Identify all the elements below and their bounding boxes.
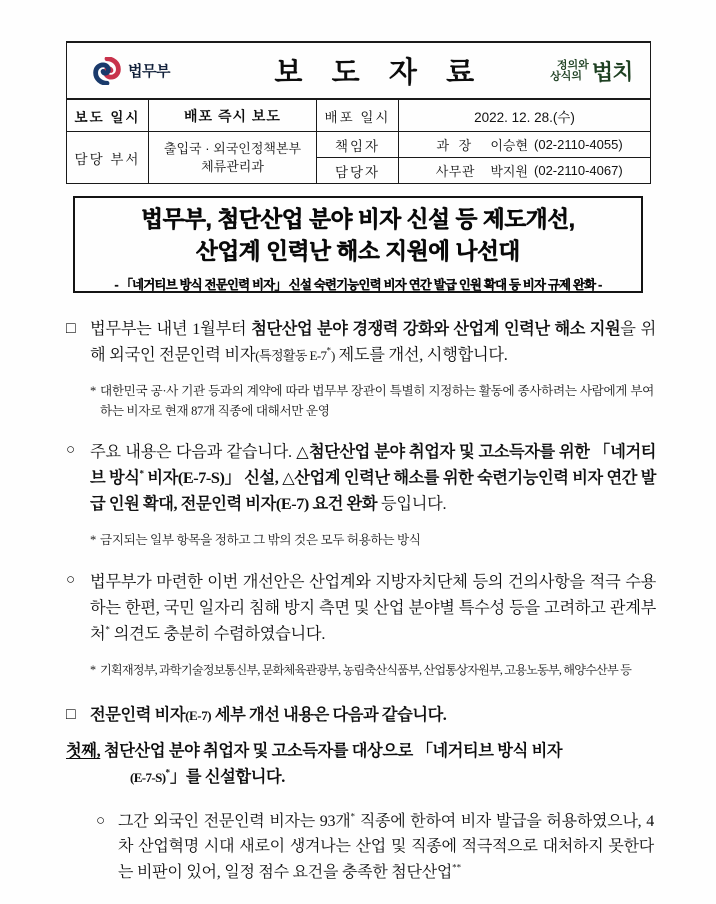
manager-name: 이승현 [490, 138, 529, 153]
p1-text-3: 제도를 개선, 시행합니다. [334, 346, 508, 365]
p5-visa-code: (E-7-S) [130, 770, 166, 786]
officer-value [399, 158, 651, 184]
p4-text-1: 전문인력 비자 [90, 705, 186, 724]
p1-text-2: 을 위해 외국인 전문인력 비자 [90, 320, 657, 365]
p2-footnote-marker-1: * [139, 468, 144, 479]
p6-footnote-marker-2: ** [452, 863, 462, 874]
p5-lead: 첫째, [66, 742, 101, 761]
p2-text-2: 등입니다. [377, 495, 447, 514]
footnote-2-text: 금지되는 일부 항목을 정하고 그 밖의 것은 모두 허용하는 방식 [100, 533, 421, 548]
ministry-name: 법무부 [128, 63, 170, 80]
slogan-emphasis: 법치 [591, 58, 633, 85]
ministry-brand [93, 57, 170, 85]
officer-rank: 사무관 [435, 164, 475, 179]
p5-text-1: 첨단산업 분야 취업자 및 고소득자를 대상으로 「네거티브 방식 비자 [100, 742, 563, 761]
dept-value [149, 132, 317, 184]
p5-text-2: 」를 신설합니다. [170, 768, 285, 787]
paragraph-4-text [66, 702, 656, 728]
release-time-label: 보도 일시 [67, 99, 149, 132]
footnote-1 [0, 382, 716, 420]
p4-small-1: (E-7) [185, 707, 212, 723]
document-body [0, 316, 716, 886]
p6-text-1: 그간 외국인 전문인력 비자는 93개 [118, 812, 351, 830]
p1-footnote-marker-1: * [326, 345, 331, 356]
headline-subtitle: - 「네거티브 방식 전문인력 비자」 신설 숙련기능인력 비자 연간 발급 인원 확대 등 비자 규제 완화 - [114, 277, 602, 292]
slogan-line1: 정의와 [556, 58, 589, 72]
officer-phone: (02-2110-4067) [534, 163, 623, 178]
footnote-2-star: * [90, 533, 96, 548]
slogan-line2: 상식의 [549, 69, 582, 83]
manager-rank: 과 장 [436, 138, 475, 153]
paragraph-1-text [66, 316, 656, 368]
p1-text-1: 법무부는 내년 1월부터 [90, 320, 252, 338]
distribute-date-label: 배포 일시 [317, 99, 399, 132]
manager-value [399, 132, 651, 158]
footnote-3-text: 기획재정부, 과학기술정보통신부, 문화체육관광부, 농림축산식품부, 산업통상자원부, 고용노동부, 해양수산부 등 [100, 663, 632, 678]
dept-value-line2: 체류관리과 [201, 158, 264, 174]
headline-line-1: 법무부, 첨단산업 분야 비자 신설 등 제도개선, [141, 207, 575, 232]
p2-bold-1: △첨단산업 분야 취업자 및 고소득자를 위한 「네거티브 방식 [90, 442, 656, 487]
manager-phone: (02-2110-4055) [534, 137, 623, 152]
paragraph-2-text [66, 439, 656, 518]
p2-bold-2: 비자(E-7-S)」 신설, △산업계 인력난 해소를 위한 숙련기능인력 비자 연간 발급 인원 확대, 전문인력 비자(E-7) 요건 완화 [90, 468, 656, 514]
paragraph-5-text [66, 738, 656, 764]
paragraph-block-3 [0, 569, 716, 648]
p1-small-1: (특정활동 E-7 [255, 348, 327, 364]
manager-label: 책임자 [317, 132, 399, 158]
p6-text-2: 직종에 한하여 비자 발급을 허용하였으나, 4차 산업혁명 시대 새로이 생겨나는 산업 및 직종에 적극적으로 대처하지 못한다는 비판이 있어, 일정 점수 요건을 충족한 첨단산업 [118, 812, 654, 882]
p4-text-2: 세부 개선 내용은 다음과 같습니다. [211, 705, 447, 724]
footnote-1-star: * [90, 384, 96, 399]
p3-text-1: 법무부가 마련한 이번 개선안은 산업계와 지방자치단체 등의 건의사항을 적극 수용하는 한편, 국민 일자리 침해 방지 측면 및 산업 분야별 특수성 등을 고려하고 관계부처 [90, 572, 656, 644]
p6-footnote-marker-1: * [350, 811, 355, 822]
footnote-2 [0, 531, 716, 550]
p3-text-2: 의견도 충분히 수렴하였습니다. [109, 625, 326, 644]
release-time-row [67, 99, 651, 132]
paragraph-5-line2 [66, 764, 656, 790]
dept-label: 담당 부서 [67, 132, 149, 184]
paragraph-6-text [96, 809, 654, 887]
paragraph-3-text [66, 569, 656, 648]
paragraph-block-5 [0, 738, 716, 790]
distribute-date-value: 2022. 12. 28.(수) [399, 99, 651, 132]
officer-name: 박지원 [490, 164, 529, 179]
footnote-3-star: * [90, 663, 96, 678]
footnote-1-text: 대한민국 공·사 기관 등과의 계약에 따라 법무부 장관이 특별히 지정하는 활동에 종사하려는 사람에게 부여하는 비자로 현재 87개 직종에 대해서만 운영 [100, 384, 654, 418]
p3-footnote-marker-1: * [105, 624, 110, 635]
headline-line-2: 산업계 인력난 해소 지원에 나선대 [196, 238, 520, 264]
circle-bullet-2: ○ [66, 441, 76, 458]
masthead-row [67, 42, 651, 99]
taegeuk-emblem-icon [93, 57, 121, 85]
p1-bold-1: 첨단산업 분야 경쟁력 강화와 산업계 인력난 해소 지원 [251, 320, 621, 338]
paragraph-block-1 [0, 316, 716, 368]
headline-box [73, 196, 643, 293]
header-info-table [66, 41, 651, 184]
dept-value-line1: 출입국 · 외국인정책본부 [163, 140, 302, 156]
paragraph-block-4 [0, 702, 716, 728]
paragraph-block-6 [0, 809, 716, 887]
officer-label: 담당자 [317, 158, 399, 184]
square-bullet-4: □ [66, 705, 76, 723]
square-bullet-1: □ [66, 320, 76, 337]
p1-small-2: ) [330, 348, 335, 364]
masthead-cell [67, 42, 651, 99]
paragraph-block-2 [0, 439, 716, 518]
footnote-3 [0, 661, 716, 680]
p2-text-1: 주요 내용은 다음과 같습니다. [90, 442, 297, 461]
manager-row [67, 132, 651, 158]
document-kind-title: 보 도 자 료 [274, 57, 486, 89]
release-time-value: 배포 즉시 보도 [149, 99, 317, 132]
slogan-graphic [549, 53, 632, 88]
circle-bullet-3: ○ [66, 571, 76, 588]
p5-footnote-marker-1: * [165, 767, 171, 778]
circle-bullet-6: ○ [96, 812, 106, 829]
